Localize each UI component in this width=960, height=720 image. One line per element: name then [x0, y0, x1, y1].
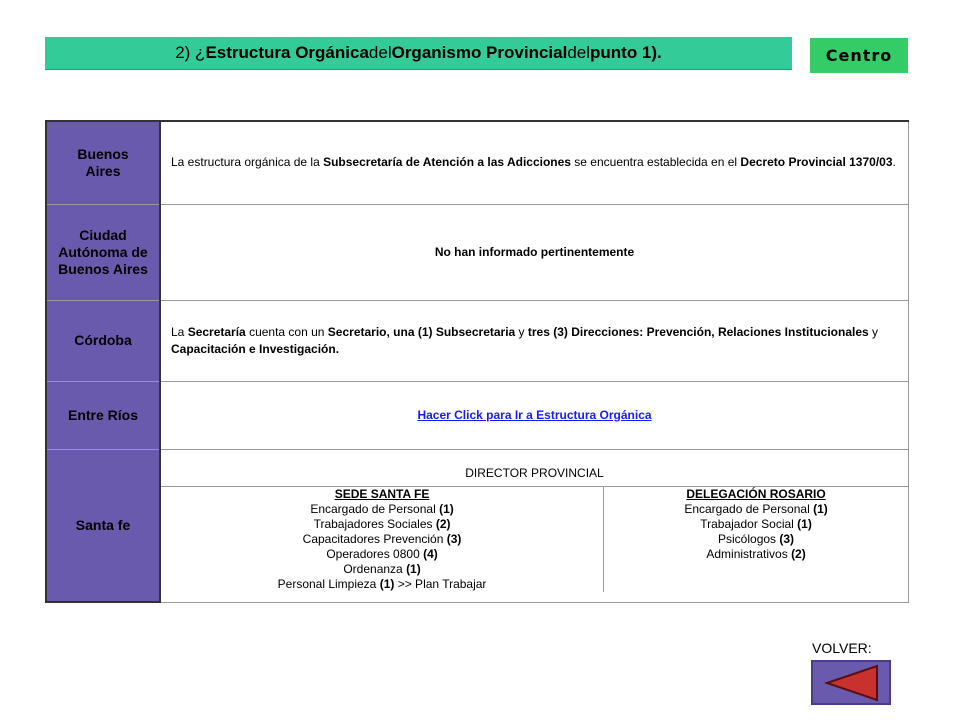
structure-table [45, 120, 909, 603]
province-entre-rios: Entre Ríos [46, 381, 160, 449]
province-caba: Ciudad Autónoma de Buenos Aires [46, 204, 160, 300]
cordoba-text [161, 324, 908, 358]
staff-item: Encargado de Personal (1) [310, 501, 454, 516]
centro-button[interactable]: Centro [810, 38, 908, 73]
page-title: 2) ¿ Estructura Orgánica del Organismo Provincial del punto 1). [45, 37, 792, 70]
text-segment: tres (3) Direcciones: Prevención, Relaciones Institucionales [527, 324, 869, 339]
text-segment: Secretario, una (1) Subsecretaria [327, 324, 516, 339]
text-segment: . [892, 155, 896, 170]
table-row [46, 449, 909, 602]
text-segment: Capacitación e Investigación. [171, 341, 340, 356]
staff-item: Personal Limpieza (1) >> Plan Trabajar [277, 576, 487, 591]
staff-item: Ordenanza (1) [343, 561, 421, 576]
content-cell [160, 121, 909, 204]
staff-item: Capacitadores Prevención (3) [302, 531, 462, 546]
director-provincial-header: DIRECTOR PROVINCIAL [161, 460, 908, 487]
staff-item: Trabajadores Sociales (2) [313, 516, 451, 531]
text-segment: La [171, 324, 188, 339]
delegacion-rosario-column [604, 486, 908, 592]
sede-santa-fe-column [161, 486, 604, 592]
text-segment: La estructura orgánica de la [171, 155, 324, 170]
estructura-organica-link[interactable]: Hacer Click para Ir a Estructura Orgánica [417, 407, 652, 422]
text-segment: Secretaría [187, 324, 246, 339]
province-buenos-aires: Buenos Aires [46, 121, 160, 204]
text-segment: y [868, 324, 879, 339]
back-arrow-icon [821, 664, 881, 702]
staff-item: Encargado de Personal (1) [684, 501, 828, 516]
santa-fe-table [161, 460, 908, 592]
text-segment: Subsecretaría de Atención a las Adicciones [323, 155, 571, 170]
content-cell [160, 449, 909, 602]
table-row [46, 300, 909, 381]
province-cordoba: Córdoba [46, 300, 160, 381]
table-row [46, 204, 909, 300]
content-cell [160, 204, 909, 300]
content-cell [160, 300, 909, 381]
table-row [46, 121, 909, 204]
staff-item: Administrativos (2) [706, 546, 806, 561]
volver-button[interactable] [811, 660, 891, 705]
volver-label: VOLVER: [812, 640, 872, 656]
content-cell [160, 381, 909, 449]
table-row [46, 381, 909, 449]
text-segment: se encuentra establecida en el [570, 155, 741, 170]
sede-santa-fe-title: SEDE SANTA FE [334, 486, 430, 501]
caba-text: No han informado pertinentemente [434, 244, 635, 259]
delegacion-rosario-title: DELEGACIÓN ROSARIO [686, 486, 826, 501]
province-santa-fe: Santa fe [46, 449, 160, 602]
staff-item: Trabajador Social (1) [700, 516, 812, 531]
text-segment: y [515, 324, 528, 339]
buenos-aires-text [161, 154, 908, 171]
staff-item: Operadores 0800 (4) [326, 546, 438, 561]
staff-item: Psicólogos (3) [718, 531, 795, 546]
text-segment: cuenta con un [245, 324, 328, 339]
text-segment: Decreto Provincial 1370/03 [740, 155, 893, 170]
